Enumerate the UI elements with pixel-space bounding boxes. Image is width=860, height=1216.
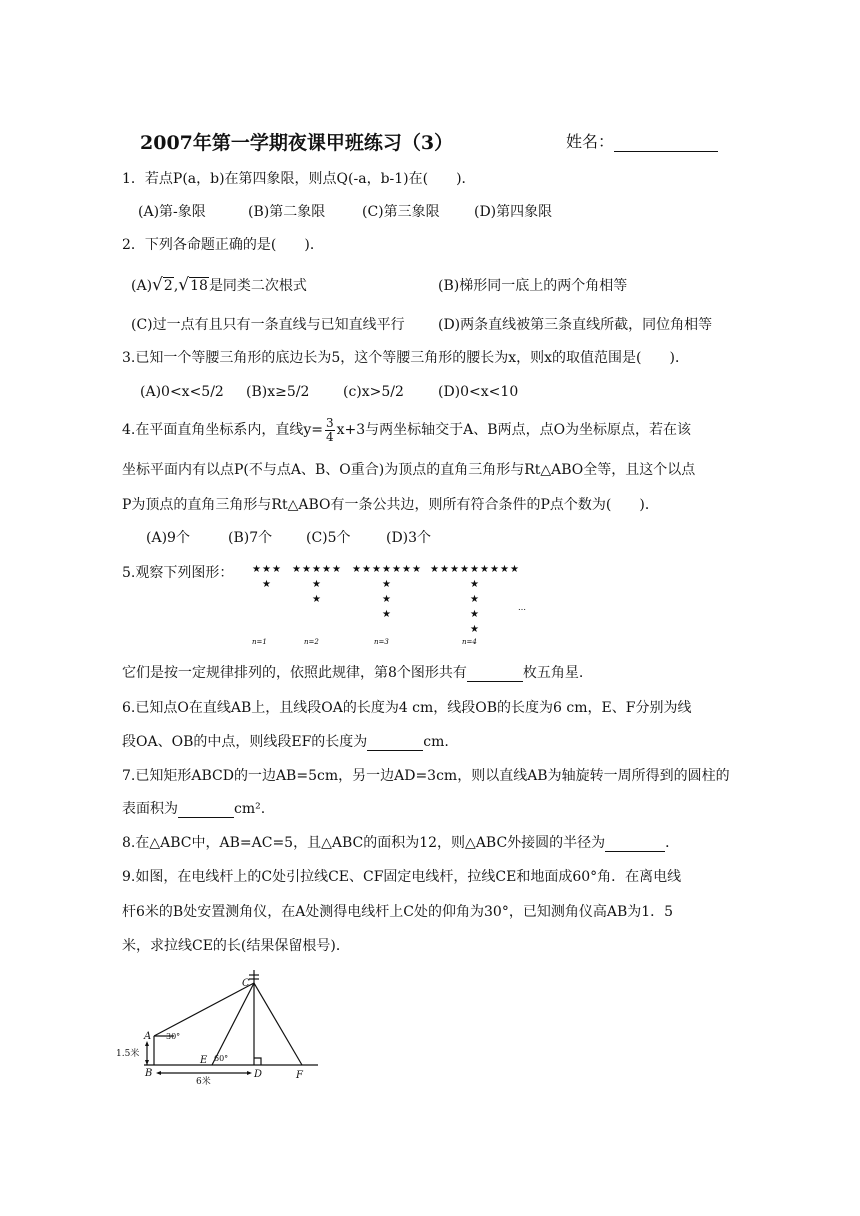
star-mark: ★	[450, 564, 459, 575]
star-mark: ★	[352, 564, 361, 575]
star-mark: ★	[252, 564, 261, 575]
pattern-label-n1: n=1	[252, 638, 267, 646]
q3-stem: 3.已知一个等腰三角形的底边长为5，这个等腰三角形的腰长为x，则x的取值范围是( )．	[122, 350, 689, 366]
q7-line1: 7.已知矩形ABCD的一边AB=5cm，另一边AD=3cm，则以直线AB为轴旋转一周所得到的圆柱的	[122, 768, 730, 784]
q1-option-d: (D)第四象限	[474, 204, 553, 220]
q2-stem: 2．下列各命题正确的是( )．	[122, 237, 324, 253]
star-mark: ★	[412, 564, 421, 575]
q4-stem: 4.在平面直角坐标系内，直线y= $\frac{3}{4}$ x+3与两坐标轴交于A、B两点，点O为坐标原点，若在该	[122, 415, 692, 444]
q2-option-a: (A)√2,√18是同类二次根式	[131, 275, 307, 295]
q3-option-b: (B)x≥5/2	[246, 384, 310, 400]
q5-stem: 5.观察下列图形：	[122, 565, 234, 581]
pattern-label-n4: n=4	[462, 638, 477, 646]
page-title: 2007年第一学期夜课甲班练习（3）	[140, 132, 454, 154]
star-mark: ★	[262, 579, 271, 590]
label-height: 1.5米	[116, 1049, 140, 1059]
q4-line2: 坐标平面内有以点P(不与点A、B、O重合)为顶点的直角三角形与Rt△ABO全等，且这个以点	[122, 462, 696, 478]
q4-option-c: (C)5个	[306, 530, 351, 546]
star-mark: ★	[382, 564, 391, 575]
pattern-label-n3: n=3	[374, 638, 389, 646]
star-mark: ★	[440, 564, 449, 575]
pattern-ellipsis: …	[518, 603, 526, 612]
star-mark: ★	[312, 564, 321, 575]
q8-line: 8.在△ABC中，AB=AC=5，且△ABC的面积为12，则△ABC外接圆的半径为 ．	[122, 835, 680, 851]
name-blank[interactable]	[614, 137, 718, 152]
star-mark: ★	[402, 564, 411, 575]
q6-answer-blank[interactable]	[367, 736, 423, 751]
star-mark: ★	[470, 594, 479, 605]
star-mark: ★	[470, 624, 479, 635]
label-d: D	[254, 1069, 263, 1080]
star-mark: ★	[302, 564, 311, 575]
q3-option-c: (c)x>5/2	[343, 384, 404, 400]
q1-option-b: (B)第二象限	[248, 204, 326, 220]
q7-answer-blank[interactable]	[178, 803, 234, 818]
sight-line-ac	[154, 983, 254, 1036]
label-angle-a: 30°	[166, 1032, 181, 1041]
q1-stem: 1．若点P(a，b)在第四象限，则点Q(-a，b-1)在( )．	[122, 171, 476, 187]
star-mark: ★	[272, 564, 281, 575]
q4-option-d: (D)3个	[386, 530, 432, 546]
name-field[interactable]	[566, 129, 718, 152]
pole-diagram	[114, 968, 324, 1088]
q1-option-a: (A)第-象限	[138, 204, 206, 220]
q4-option-b: (B)7个	[228, 530, 273, 546]
label-c: C	[242, 978, 250, 989]
q3-option-a: (A)0<x<5/2	[140, 384, 224, 400]
wire-ce	[212, 983, 254, 1065]
q7-line2: 表面积为 cm².	[122, 801, 266, 817]
q2-option-d: (D)两条直线被第三条直线所截，同位角相等	[438, 317, 713, 333]
q9-line2: 杆6米的B处安置测角仪，在A处测得电线杆上C处的仰角为30°，已知测角仪高AB为1．5	[122, 904, 674, 920]
wire-cf	[254, 983, 302, 1065]
star-group	[252, 564, 519, 635]
star-mark: ★	[392, 564, 401, 575]
star-mark: ★	[430, 564, 439, 575]
star-mark: ★	[382, 594, 391, 605]
right-angle-mark	[254, 1058, 261, 1065]
star-mark: ★	[332, 564, 341, 575]
q5-line2: 它们是按一定规律排列的，依照此规律，第8个图形共有 枚五角星.	[122, 665, 584, 681]
q4-line3: P为顶点的直角三角形与Rt△ABO有一条公共边，则所有符合条件的P点个数为( )．	[122, 497, 659, 513]
q8-answer-blank[interactable]	[605, 837, 665, 852]
q2-option-c: (C)过一点有且只有一条直线与已知直线平行	[131, 317, 405, 333]
star-mark: ★	[362, 564, 371, 575]
q3-option-d: (D)0<x<10	[438, 384, 519, 400]
name-label: 姓名：	[566, 132, 615, 151]
star-mark: ★	[500, 564, 509, 575]
star-mark: ★	[382, 609, 391, 620]
pattern-label-n2: n=2	[304, 638, 319, 646]
label-a: A	[144, 1031, 152, 1042]
star-mark: ★	[312, 579, 321, 590]
q9-line3: 米，求拉线CE的长(结果保留根号)．	[122, 938, 350, 954]
star-mark: ★	[312, 594, 321, 605]
star-mark: ★	[480, 564, 489, 575]
q4-option-a: (A)9个	[146, 530, 190, 546]
star-mark: ★	[510, 564, 519, 575]
label-b: B	[145, 1068, 153, 1079]
star-mark: ★	[470, 564, 479, 575]
star-pattern-figure	[248, 560, 538, 650]
star-mark: ★	[460, 564, 469, 575]
star-mark: ★	[262, 564, 271, 575]
star-mark: ★	[490, 564, 499, 575]
q2-option-b: (B)梯形同一底上的两个角相等	[438, 278, 628, 294]
label-distance: 6米	[196, 1077, 211, 1087]
q6-line1: 6.已知点O在直线AB上，且线段OA的长度为4 cm，线段OB的长度为6 cm，E、F分别为线	[122, 700, 692, 716]
label-e: E	[200, 1055, 208, 1066]
star-mark: ★	[470, 609, 479, 620]
star-mark: ★	[382, 579, 391, 590]
star-mark: ★	[292, 564, 301, 575]
q9-line1: 9.如图，在电线杆上的C处引拉线CE、CF固定电线杆，拉线CE和地面成60°角．在离电线	[122, 869, 682, 885]
label-angle-e: 60°	[214, 1054, 229, 1063]
q1-option-c: (C)第三象限	[362, 204, 440, 220]
q5-answer-blank[interactable]	[467, 667, 523, 682]
star-mark: ★	[372, 564, 381, 575]
star-mark: ★	[470, 579, 479, 590]
q6-line2: 段OA、OB的中点，则线段EF的长度为 cm.	[122, 734, 449, 750]
star-mark: ★	[322, 564, 331, 575]
label-f: F	[296, 1070, 303, 1081]
